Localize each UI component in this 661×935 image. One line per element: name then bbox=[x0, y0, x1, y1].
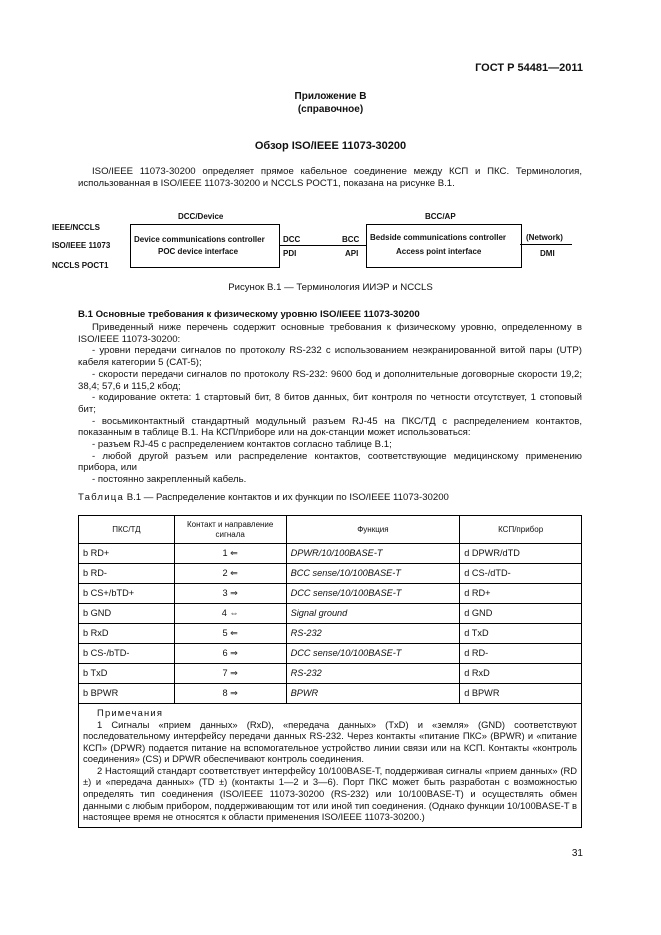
appendix-title: Приложение В bbox=[294, 91, 367, 102]
intro-text: ISO/IEEE 11073-30200 определяет прямое кабельное соединение между КСП и ПКС. Терминология, использованная в ISO/IEEE 11073-30200 и NCCLS POCT1, показана на рисунке В.1. bbox=[78, 166, 582, 189]
header-ksp: КСП/прибор bbox=[460, 516, 582, 544]
bcc-box bbox=[366, 224, 522, 268]
list-item: - кодирование октета: 1 стартовый бит, 8 битов данных, бит контроля по четности отсутствует, 1 стоповый бит; bbox=[78, 392, 582, 415]
function-cell bbox=[286, 544, 460, 564]
function-cell bbox=[286, 624, 460, 644]
list-item: - постоянно закрепленный кабель. bbox=[92, 474, 247, 486]
list-item: - скорости передачи сигналов по протоколу RS-232: 9600 бод и дополнительные договорные скорости 19,2; 38,4; 57,6 и 115,2 кбод; bbox=[78, 368, 582, 392]
table-header-row bbox=[79, 516, 582, 544]
pin-table bbox=[78, 515, 582, 828]
list-item: - любой другой разъем или распределение контактов, соответствующие медицинскому применению прибора, или bbox=[78, 450, 582, 474]
b1-intro: Приведенный ниже перечень содержит основные требования к физическому уровню, определенному в ISO/IEEE 11073-30200: bbox=[78, 322, 582, 345]
pks-cell: b RD- bbox=[79, 564, 175, 584]
ksp-cell: d DPWR/dTD bbox=[460, 544, 582, 564]
standard-number: ГОСТ Р 54481—2011 bbox=[475, 62, 583, 74]
dcc-box-line2: POC device interface bbox=[158, 247, 239, 256]
pin-cell: 2 ⇐ bbox=[174, 564, 286, 584]
function-cell bbox=[286, 684, 460, 704]
list-item: - восьмиконтактный стандартный модульный разъем RJ-45 на ПКС/ТД с распределением контактов, показанным в таблице В.1. На КСП/приборе или на док-станции может использоваться: bbox=[78, 415, 582, 439]
b1-body bbox=[78, 322, 582, 486]
list-item: - уровни передачи сигналов по протоколу RS-232 с использованием неэкранированной витой пары (UTP) кабеля категории 5 (CAT-5); bbox=[78, 345, 582, 369]
row-label-iso-ieee: ISO/IEEE 11073 bbox=[52, 241, 111, 250]
row-label-ieee-nccls: IEEE/NCCLS bbox=[52, 223, 101, 232]
pin-cell: 4 ⇔ bbox=[174, 604, 286, 624]
figure-caption: Рисунок В.1 — Терминология ИИЭР и NCCLS bbox=[228, 282, 433, 293]
table-row bbox=[79, 544, 582, 564]
note-2: 2 Настоящий стандарт соответствует интерфейсу 10/100BASE-T, поддерживая сигналы «прием данных» (RD ±) и «передача данных» (TD ±) (контакты 1—2 и 3—6). Порт ПКС может быть разработан с возможностью определять тип соединения (ISO/IEEE 11073-30200 (RS-232) или 10/100BASE-T) и осуществлять обмен данными с любым прибором, поддерживающим тот или иной тип соединения. (Однако функции 10/100BASE-T в настоящее время не относятся к области применения ISO/IEEE 11073-30200.) bbox=[83, 764, 577, 823]
ksp-cell: d GND bbox=[460, 604, 582, 624]
pin-cell: 3 ⇒ bbox=[174, 584, 286, 604]
pdi-label: PDI bbox=[283, 249, 297, 258]
network-line bbox=[520, 244, 572, 245]
bcc-box-line2: Access point interface bbox=[396, 247, 482, 256]
dcc-label: DCC bbox=[283, 235, 301, 244]
bcc-box-line1: Bedside communications controller bbox=[370, 233, 507, 242]
dcc-device-label: DCC/Device bbox=[178, 212, 224, 221]
table-caption-text: В.1 — Распределение контактов и их функции по ISO/IEEE 11073-30200 bbox=[126, 492, 449, 503]
table-row bbox=[79, 684, 582, 704]
header-function: Функция bbox=[286, 516, 460, 544]
notes-heading: Примечания bbox=[97, 707, 164, 718]
function-cell bbox=[286, 564, 460, 584]
bcc-ap-label: BCC/AP bbox=[425, 212, 456, 221]
function-cell bbox=[286, 644, 460, 664]
appendix-type: (справочное) bbox=[297, 104, 364, 115]
connection-line bbox=[280, 245, 366, 246]
table-row bbox=[79, 584, 582, 604]
header-pin: Контакт и направление сигнала bbox=[174, 516, 286, 544]
table-row bbox=[79, 604, 582, 624]
page-number: 31 bbox=[571, 848, 583, 859]
pin-cell: 5 ⇐ bbox=[174, 624, 286, 644]
note-1: 1 Сигналы «прием данных» (RxD), «передача данных» (TxD) и «земля» (GND) соответствуют последовательному интерфейсу передачи данных RS-232. Через контакты «питание ПКС» (BPWR) и «питание КСП» (DPWR) подается питание на вспомогательное устройство линии связи или на КСП. Контакты «контроль соединения» (CS) и DPWR обеспечивают контроль соединения. bbox=[83, 718, 577, 765]
table-caption-word: Таблица bbox=[78, 492, 125, 503]
function-text: Signal ground bbox=[290, 607, 348, 618]
b1-title: В.1 Основные требования к физическому уровню ISO/IEEE 11073-30200 bbox=[78, 309, 420, 320]
table-row bbox=[79, 664, 582, 684]
network-label: (Network) bbox=[526, 233, 563, 242]
dcc-box-line1: Device communications controller bbox=[134, 235, 265, 244]
table-row bbox=[79, 564, 582, 584]
pin-cell: 7 ⇒ bbox=[174, 664, 286, 684]
function-cell bbox=[286, 604, 460, 624]
pin-cell: 8 ⇒ bbox=[174, 684, 286, 704]
dcc-box bbox=[130, 224, 280, 268]
pks-cell: b BPWR bbox=[79, 684, 175, 704]
table-row bbox=[79, 644, 582, 664]
bcc-label: BCC bbox=[342, 235, 360, 244]
notes-row bbox=[79, 704, 582, 828]
pks-cell: b CS+/bTD+ bbox=[79, 584, 175, 604]
ksp-cell: d RD+ bbox=[460, 584, 582, 604]
intro-paragraph bbox=[78, 166, 582, 189]
function-text: BCC sense/10/100BASE-T bbox=[290, 567, 401, 578]
section-title: Обзор ISO/IEEE 11073-30200 bbox=[254, 140, 407, 152]
header-pks: ПКС/ТД bbox=[79, 516, 175, 544]
table-notes bbox=[79, 704, 582, 828]
function-text: RS-232 bbox=[290, 667, 322, 678]
terminology-figure bbox=[50, 208, 580, 274]
function-text: DCC sense/10/100BASE-T bbox=[290, 587, 402, 598]
table-caption bbox=[78, 492, 449, 504]
ksp-cell: d RxD bbox=[460, 664, 582, 684]
row-label-nccls-poct1: NCCLS POCT1 bbox=[52, 261, 109, 270]
pks-cell: b RD+ bbox=[79, 544, 175, 564]
function-text: BPWR bbox=[290, 687, 319, 698]
table-row bbox=[79, 624, 582, 644]
function-cell bbox=[286, 584, 460, 604]
ksp-cell: d CS-/dTD- bbox=[460, 564, 582, 584]
pks-cell: b GND bbox=[79, 604, 175, 624]
ksp-cell: d TxD bbox=[460, 624, 582, 644]
pin-cell: 6 ⇒ bbox=[174, 644, 286, 664]
dmi-label: DMI bbox=[540, 249, 555, 258]
list-item: - разъем RJ-45 с распределением контактов согласно таблице В.1; bbox=[92, 439, 392, 451]
pks-cell: b TxD bbox=[79, 664, 175, 684]
pks-cell: b RxD bbox=[79, 624, 175, 644]
pin-cell: 1 ⇐ bbox=[174, 544, 286, 564]
function-text: DPWR/10/100BASE-T bbox=[290, 547, 383, 558]
pks-cell: b CS-/bTD- bbox=[79, 644, 175, 664]
ksp-cell: d BPWR bbox=[460, 684, 582, 704]
function-cell bbox=[286, 664, 460, 684]
ksp-cell: d RD- bbox=[460, 644, 582, 664]
function-text: RS-232 bbox=[290, 627, 322, 638]
function-text: DCC sense/10/100BASE-T bbox=[290, 647, 402, 658]
api-label: API bbox=[345, 249, 359, 258]
